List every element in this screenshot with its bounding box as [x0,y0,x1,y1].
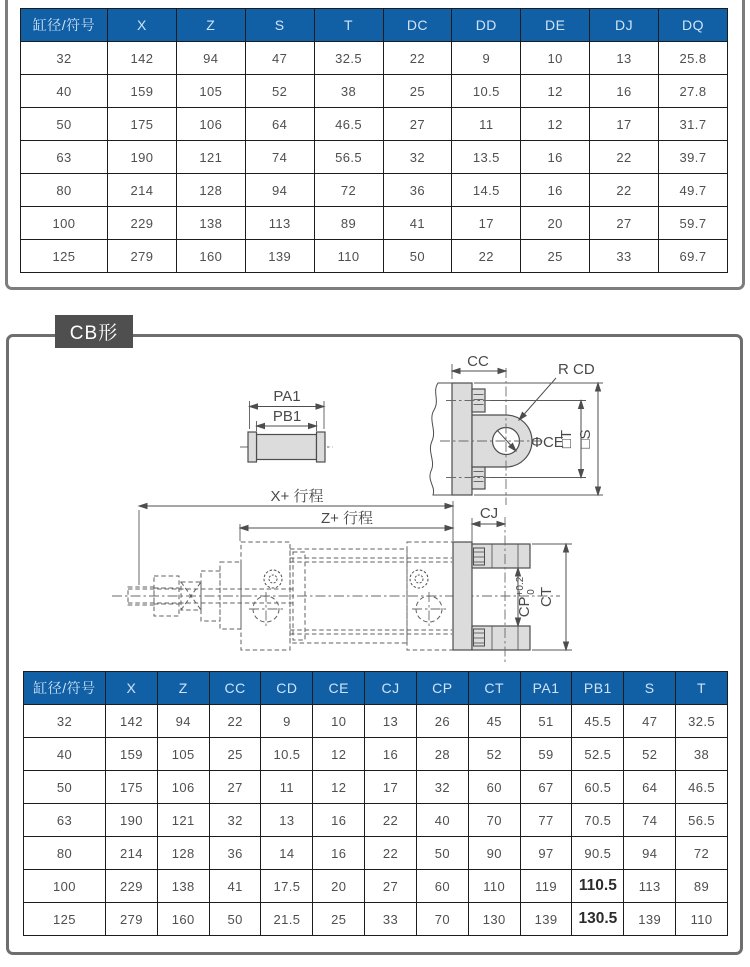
table-cell: 94 [245,174,314,207]
cp-dimension-label: $CP^{+0.2}0$ [515,576,537,618]
table-cell: 25 [383,75,452,108]
table-cell: 14 [261,837,313,870]
table-cell: 27.8 [659,75,728,108]
table-cell: 63 [24,804,106,837]
table-cell: 17.5 [261,870,313,903]
table-cell: 16 [521,174,590,207]
table-row [21,141,728,174]
table-cell: 27 [365,870,417,903]
table-row [21,240,728,273]
table-cell: 63 [21,141,108,174]
ce-dimension-label: ΦCE [531,434,564,451]
table-cell: 105 [176,75,245,108]
cylinder-side-view [112,488,572,662]
table-cell: 138 [176,207,245,240]
table-cell: 142 [106,705,158,738]
table-cell: 11 [452,108,521,141]
table-cell: 159 [108,75,177,108]
x-stroke-dimension-label: X+ 行程 [270,488,324,505]
table-cell: 47 [245,42,314,75]
cj-dimension-label: CJ [479,505,499,522]
table-cell: 25 [313,903,365,936]
table-row [24,870,728,903]
table-cell: 90.5 [572,837,624,870]
table-cell: 13 [590,42,659,75]
rear-port [410,570,428,588]
table-cell: 17 [590,108,659,141]
table-cell: 67 [520,771,572,804]
table-cell: 77 [520,804,572,837]
table-cell: 279 [106,903,158,936]
column-header: T [676,672,728,705]
dq-dimension-table [20,8,728,273]
section-tag: CB形 [55,315,133,348]
table-cell: 22 [209,705,261,738]
table-cell: 60 [468,771,520,804]
table-cell: 89 [676,870,728,903]
header-row [21,9,728,42]
table-row [21,174,728,207]
table-row [24,837,728,870]
table-cell: 10 [521,42,590,75]
table-cell: 12 [521,75,590,108]
table-cell: 32 [209,804,261,837]
table-cell: 50 [383,240,452,273]
rcd-dimension-label: R CD [558,361,595,378]
table-cell: 50 [24,771,106,804]
column-header: DQ [659,9,728,42]
column-header: T [314,9,383,42]
table-cell: 74 [245,141,314,174]
table-cell: 17 [452,207,521,240]
table-cell: 26 [416,705,468,738]
table-cell: 94 [624,837,676,870]
column-header: 缸径/符号 [24,672,106,705]
pb1-dimension-label: PB1 [272,408,302,425]
table-cell: 110 [468,870,520,903]
table-cell: 13 [365,705,417,738]
table-cell: 106 [157,771,209,804]
table-cell: 50 [209,903,261,936]
table-row [24,903,728,936]
column-header: X [108,9,177,42]
table-cell: 70 [468,804,520,837]
table-cell: 110 [314,240,383,273]
table-row [24,771,728,804]
table-cell: 160 [157,903,209,936]
table-cell: 16 [590,75,659,108]
column-header: CJ [365,672,417,705]
table-cell: 9 [452,42,521,75]
clevis-bracket-rear-view [430,353,603,505]
table-cell: 46.5 [676,771,728,804]
table-cell: 16 [313,804,365,837]
column-header: PA1 [520,672,572,705]
table-cell: 33 [365,903,417,936]
table-cell: 49.7 [659,174,728,207]
table-cell: 60 [416,870,468,903]
z-stroke-dimension-label: Z+ 行程 [320,510,374,527]
table-cell: 16 [365,738,417,771]
table-cell: 121 [176,141,245,174]
table-cell: 80 [24,837,106,870]
table-cell: 56.5 [314,141,383,174]
table-cell: 32 [24,705,106,738]
table-cell: 32 [383,141,452,174]
table-cell: 9 [261,705,313,738]
table-cell: 32.5 [676,705,728,738]
table-cell: 90 [468,837,520,870]
table-cell: 142 [108,42,177,75]
table-cell: 22 [590,141,659,174]
table-row [24,738,728,771]
column-header: 缸径/符号 [21,9,108,42]
clevis-plate [453,542,472,650]
table-cell: 51 [520,705,572,738]
table-cell: 14.5 [452,174,521,207]
table-cell: 25 [521,240,590,273]
table-cell: 56.5 [676,804,728,837]
column-header: CE [313,672,365,705]
table-cell: 59.7 [659,207,728,240]
dq-table-wrap [20,8,728,273]
front-port [264,570,282,588]
table-cell: 12 [313,738,365,771]
table-cell: 214 [106,837,158,870]
table-cell: 139 [245,240,314,273]
table-cell: 229 [106,870,158,903]
column-header: DD [452,9,521,42]
table-cell: 36 [209,837,261,870]
table-cell: 46.5 [314,108,383,141]
break-line [430,383,452,495]
table-cell: 125 [24,903,106,936]
table-cell: 190 [108,141,177,174]
column-header: CD [261,672,313,705]
table-cell: 121 [157,804,209,837]
table-cell: 125 [21,240,108,273]
table-cell: 50 [416,837,468,870]
table-row [24,705,728,738]
table-cell: 27 [590,207,659,240]
pin-body [257,435,317,460]
table-cell: 11 [261,771,313,804]
table-cell: 40 [416,804,468,837]
table-cell: 22 [590,174,659,207]
table-cell: 70.5 [572,804,624,837]
table-cell: 32.5 [314,42,383,75]
table-cell: 60.5 [572,771,624,804]
table-cell: 31.7 [659,108,728,141]
table-cell: 38 [676,738,728,771]
table-cell: 64 [245,108,314,141]
table-cell: 128 [176,174,245,207]
table-cell: 16 [313,837,365,870]
table-cell: 72 [676,837,728,870]
column-header: Z [176,9,245,42]
table-cell: 160 [176,240,245,273]
cc-dimension-label: CC [467,353,489,370]
table-cell: 139 [520,903,572,936]
table-cell: 20 [521,207,590,240]
column-header: DJ [590,9,659,42]
table-cell: 94 [176,42,245,75]
table-cell: 13 [261,804,313,837]
table-cell: 159 [106,738,158,771]
table-cell: 20 [313,870,365,903]
table-cell: 89 [314,207,383,240]
cb-table-wrap [23,671,728,936]
square-t-dimension-label: □T [558,429,575,449]
column-header: S [245,9,314,42]
table-cell: 17 [365,771,417,804]
column-header: S [624,672,676,705]
table-cell: 214 [108,174,177,207]
table-cell: 10 [313,705,365,738]
table-cell: 40 [21,75,108,108]
table-cell: 12 [521,108,590,141]
table-cell: 190 [106,804,158,837]
table-cell: 74 [624,804,676,837]
table-cell: 52 [468,738,520,771]
table-cell: 72 [314,174,383,207]
table-row [21,207,728,240]
table-cell: 10.5 [452,75,521,108]
table-cell: 22 [383,42,452,75]
table-cell: 113 [624,870,676,903]
clevis-pin-drawing [240,388,333,462]
table-cell: 27 [209,771,261,804]
table-cell: 38 [314,75,383,108]
table-cell: 13.5 [452,141,521,174]
table-cell: 52 [624,738,676,771]
table-cell: 41 [383,207,452,240]
table-cell: 130.5 [572,903,624,936]
table-cell: 106 [176,108,245,141]
table-cell: 12 [313,771,365,804]
column-header: Z [157,672,209,705]
table-cell: 229 [108,207,177,240]
column-header: DE [521,9,590,42]
pa1-dimension-label: PA1 [273,388,301,405]
column-header: DC [383,9,452,42]
table-cell: 32 [21,42,108,75]
table-cell: 39.7 [659,141,728,174]
column-header: CT [468,672,520,705]
ct-dimension-label: CT [538,587,555,607]
table-cell: 22 [365,837,417,870]
table-cell: 22 [452,240,521,273]
table-cell: 105 [157,738,209,771]
table-cell: 47 [624,705,676,738]
table-cell: 33 [590,240,659,273]
table-cell: 175 [106,771,158,804]
table-cell: 138 [157,870,209,903]
bracket-plate [452,383,472,495]
table-cell: 59 [520,738,572,771]
column-header: CC [209,672,261,705]
table-cell: 80 [21,174,108,207]
table-cell: 21.5 [261,903,313,936]
header-row [24,672,728,705]
column-header: X [106,672,158,705]
table-cell: 97 [520,837,572,870]
pin-left-cap [248,432,257,462]
table-cell: 128 [157,837,209,870]
table-cell: 110 [676,903,728,936]
table-cell: 28 [416,738,468,771]
table-cell: 119 [520,870,572,903]
table-cell: 279 [108,240,177,273]
table-cell: 45.5 [572,705,624,738]
table-cell: 139 [624,903,676,936]
table-cell: 52.5 [572,738,624,771]
table-cell: 110.5 [572,870,624,903]
table-cell: 50 [21,108,108,141]
table-cell: 52 [245,75,314,108]
table-row [21,42,728,75]
table-cell: 27 [383,108,452,141]
table-row [21,108,728,141]
table-cell: 36 [383,174,452,207]
table-cell: 41 [209,870,261,903]
table-cell: 45 [468,705,520,738]
table-cell: 70 [416,903,468,936]
table-cell: 25.8 [659,42,728,75]
table-cell: 94 [157,705,209,738]
table-cell: 10.5 [261,738,313,771]
table-cell: 22 [365,804,417,837]
table-cell: 25 [209,738,261,771]
column-header: PB1 [572,672,624,705]
cb-dimension-table [23,671,728,936]
table-cell: 64 [624,771,676,804]
table-cell: 69.7 [659,240,728,273]
table-row [24,804,728,837]
square-s-dimension-label: □S [577,429,594,449]
table-cell: 16 [521,141,590,174]
table-cell: 100 [24,870,106,903]
table-cell: 175 [108,108,177,141]
table-row [21,75,728,108]
table-cell: 100 [21,207,108,240]
table-cell: 40 [24,738,106,771]
table-cell: 32 [416,771,468,804]
table-cell: 130 [468,903,520,936]
table-cell: 113 [245,207,314,240]
pin-right-cap [317,432,326,462]
column-header: CP [416,672,468,705]
